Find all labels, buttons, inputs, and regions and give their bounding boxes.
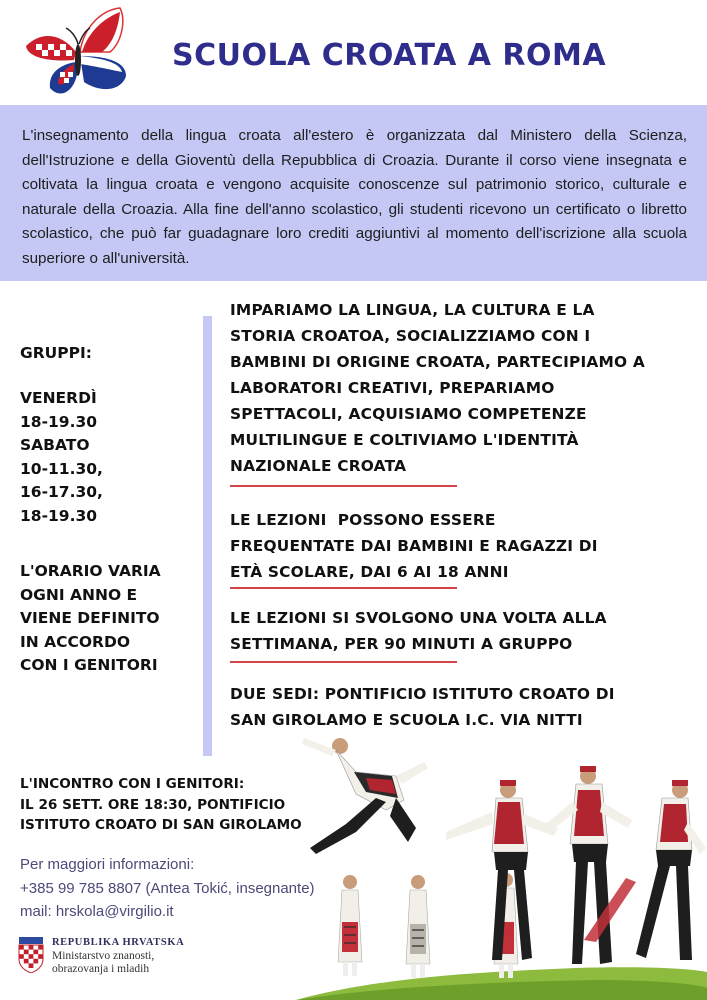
info-line: LABORATORI CREATIVI, PREPARIAMO (230, 379, 555, 397)
info-line: MULTILINGUE E COLTIVIAMO L'IDENTITÀ (230, 431, 579, 449)
dancer-figure (338, 875, 362, 976)
info-block-activities (230, 297, 700, 479)
info-line: FREQUENTATE DAI BAMBINI E RAGAZZI DI (230, 537, 598, 555)
schedule-line: 18-19.30 (20, 412, 98, 431)
ministry-line: REPUBLIKA HRVATSKA (52, 937, 185, 948)
note-line: OGNI ANNO E (20, 585, 138, 604)
schedule-note (20, 560, 161, 678)
contact-email[interactable]: mail: hrskola@virgilio.it (20, 903, 174, 920)
info-line: STORIA CROATOA, SOCIALIZZIAMO CON I (230, 327, 591, 345)
info-line: LE LEZIONI POSSONO ESSERE (230, 511, 496, 529)
info-block-age (230, 507, 700, 585)
info-line: LE LEZIONI SI SVOLGONO UNA VOLTA ALLA (230, 609, 607, 627)
dancer-figure (446, 780, 558, 960)
schedule-line: VENERDÌ (20, 389, 97, 407)
red-divider (230, 485, 457, 487)
meeting-line: ISTITUTO CROATO DI SAN GIROLAMO (20, 817, 302, 833)
schedule-line: SABATO (20, 436, 90, 454)
schedule-line: 16-17.30, (20, 483, 103, 501)
schedule-list (20, 387, 103, 528)
page-title: SCUOLA CROATA A ROMA (172, 38, 607, 73)
parents-meeting (20, 774, 302, 836)
red-divider (230, 587, 457, 589)
schedule-line: 10-11.30, (20, 459, 103, 478)
contact-info (20, 853, 315, 924)
note-line: L'ORARIO VARIA (20, 562, 161, 580)
croatian-coat-of-arms-icon (18, 937, 44, 973)
info-block-frequency (230, 605, 700, 657)
info-line: ETÀ SCOLARE, DAI 6 AI 18 ANNI (230, 563, 509, 581)
info-block-locations (230, 681, 700, 733)
note-line: IN ACCORDO (20, 632, 131, 651)
info-line: NAZIONALE CROATA (230, 457, 407, 475)
ministry-line: Ministarstvo znanosti, (52, 949, 155, 962)
ministry-credit (52, 936, 184, 977)
groups-label: GRUPPI: (20, 344, 92, 362)
contact-phone[interactable]: +385 99 785 8807 (Antea Tokić, insegnante) (20, 879, 315, 897)
info-line: DUE SEDI: PONTIFICIO ISTITUTO CROATO DI (230, 685, 615, 703)
butterfly-logo-icon (22, 6, 132, 102)
schedule-line: 18-19.30 (20, 506, 98, 525)
meeting-line: L'INCONTRO CON I GENITORI: (20, 776, 245, 792)
info-line: SETTIMANA, PER 90 MINUTI A GRUPPO (230, 635, 573, 653)
dancer-figure (406, 875, 430, 978)
info-line: IMPARIAMO LA LINGUA, LA CULTURA E LA (230, 301, 595, 319)
folk-dancers-photo (296, 732, 707, 1000)
contact-heading: Per maggiori informazioni: (20, 856, 195, 873)
dancer-figure (302, 738, 428, 854)
info-line: BAMBINI DI ORIGINE CROATA, PARTECIPIAMO A (230, 353, 646, 371)
ministry-line: obrazovanja i mladih (52, 963, 150, 975)
intro-paragraph: L'insegnamento della lingua croata all'estero è organizzata dal Ministero della Scienza, dell'Istruzione e della Gioventù della Repubblica di Croazia. Durante il corso viene insegnata e coltivata la lingua croata e vengono acquisite conoscenze sul patrimonio storico, culturale e naturale della Croazia. Alla fine dell'anno scolastico, gli studenti ricevono un certificato o libretto scolastico, che può far guadagnare loro crediti aggiuntivi al momento dell'iscrizione alla scuola superiore o all'università. (22, 127, 687, 267)
info-line: SPETTACOLI, ACQUISIAMO COMPETENZE (230, 405, 587, 423)
red-divider (230, 661, 457, 663)
note-line: VIENE DEFINITO (20, 609, 160, 627)
vertical-divider (203, 316, 212, 756)
meeting-line: IL 26 SETT. ORE 18:30, PONTIFICIO (20, 796, 286, 813)
note-line: CON I GENITORI (20, 656, 158, 674)
info-line: SAN GIROLAMO E SCUOLA I.C. VIA NITTI (230, 711, 583, 729)
